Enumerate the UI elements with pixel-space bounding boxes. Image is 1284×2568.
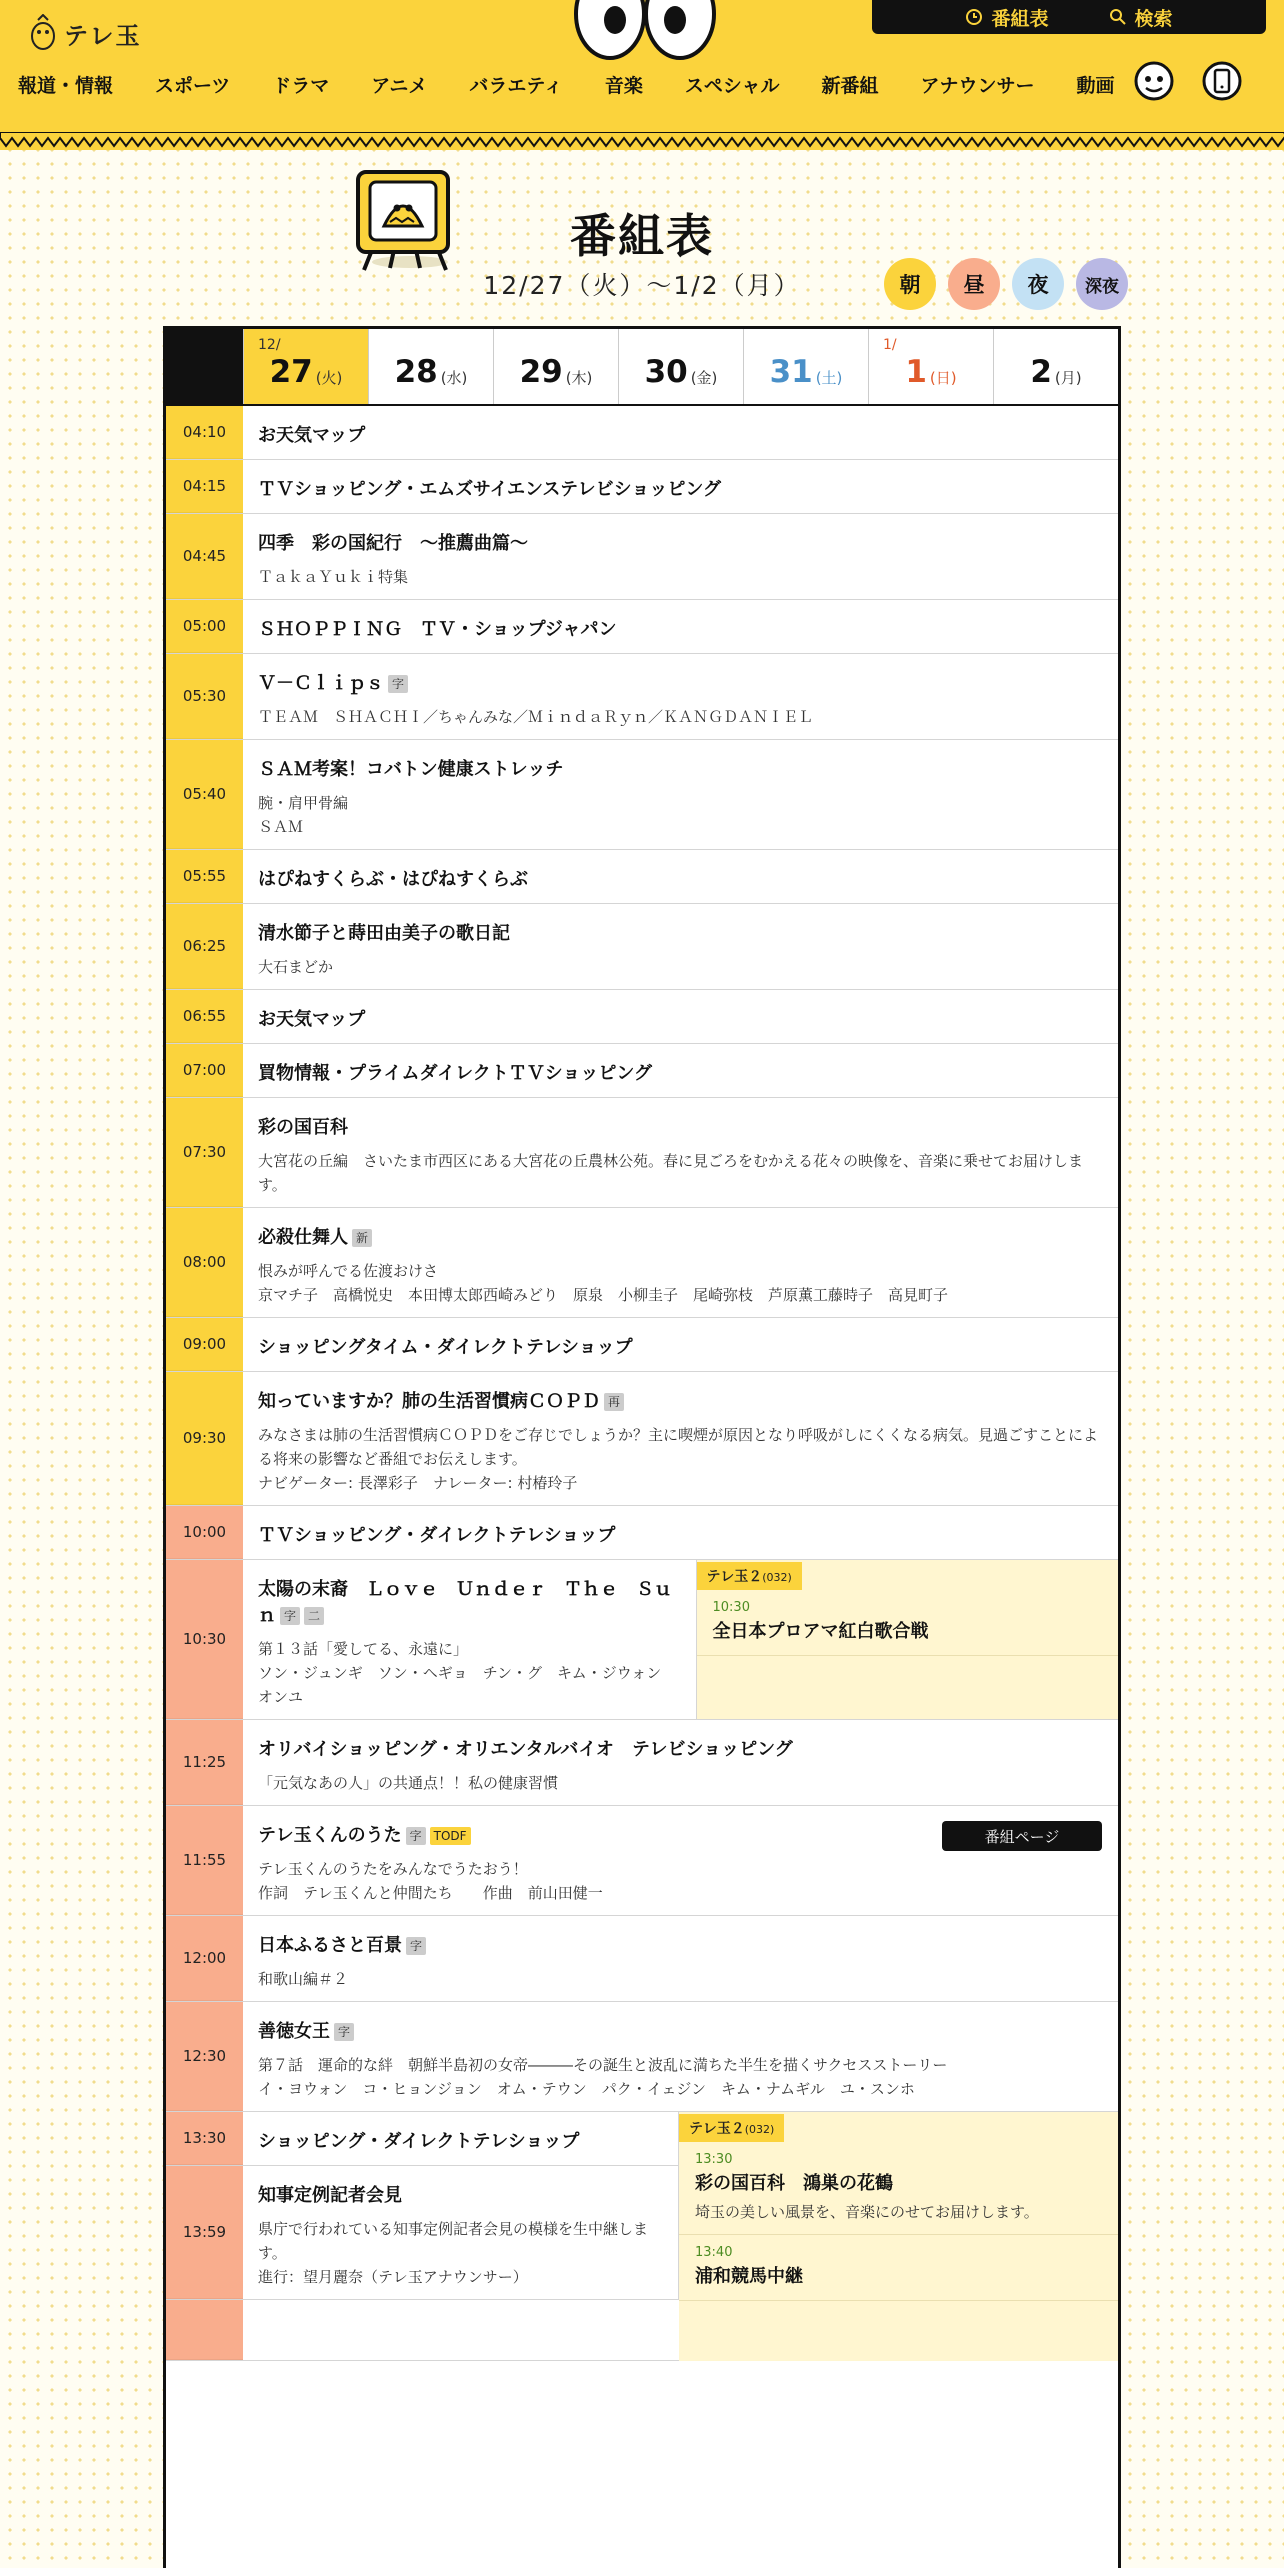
program-row[interactable]: [166, 600, 1118, 654]
site-logo[interactable]: [30, 14, 142, 52]
program-title-text: ＴＶショッピング・エムズサイエンステレビショッピング: [258, 479, 721, 500]
date-tab-1[interactable]: [368, 329, 493, 404]
program-row[interactable]: [166, 1916, 1118, 2002]
program-title-text: テレ玉くんのうた: [258, 1825, 402, 1846]
program-cell[interactable]: [243, 406, 1118, 459]
program-title-text: お天気マップ: [258, 1009, 366, 1030]
time-jump-2[interactable]: 夜: [1012, 258, 1064, 310]
tele2-channel: (032): [744, 2123, 775, 2136]
nav-icon-group: [1132, 54, 1244, 104]
date-tab-day: 28: [394, 354, 438, 390]
terebi-mascot-icon: [30, 14, 56, 52]
date-tab-weekday: (日): [929, 369, 957, 387]
date-tab-day: 30: [644, 354, 688, 390]
utility-bar: [872, 0, 1266, 34]
program-time: 05:40: [166, 740, 243, 849]
tele2-program[interactable]: [679, 2142, 1118, 2235]
program-row[interactable]: [166, 2002, 1118, 2112]
program-time: 06:25: [166, 904, 243, 989]
program-row[interactable]: [166, 1318, 1118, 1372]
program-time: 09:00: [166, 1318, 243, 1371]
program-cell[interactable]: [243, 850, 1118, 903]
program-title-text: 太陽の末裔 Ｌｏｖｅ Ｕｎｄｅｒ Ｔｈｅ Ｓｕｎ: [258, 1579, 672, 1626]
date-tab-weekday: (月): [1054, 369, 1082, 387]
program-time: 10:30: [166, 1560, 243, 1719]
program-title: [258, 867, 1102, 893]
search-link-label: 検索: [1134, 7, 1173, 30]
nav-item-6[interactable]: スペシャル: [684, 74, 780, 97]
program-desc: みなさまは肺の生活習慣病ＣＯＰＤをご存じでしょうか？主に喫煙が原因となり呼吸がしにくくなる病気。見過ごすことによる将来の影響など番組でお伝えします。 ナビゲーター: 長澤彩子 ナレーター: 村椿玲子: [258, 1426, 1099, 1492]
program-time: 09:30: [166, 1372, 243, 1505]
program-row[interactable]: [166, 2112, 679, 2166]
program-row[interactable]: [166, 1560, 1118, 1720]
nav-item-3[interactable]: アニメ: [371, 74, 428, 97]
date-tab-weekday: (金): [690, 369, 718, 387]
program-cell[interactable]: [243, 514, 1118, 599]
program-flag-badge: 字: [406, 1937, 426, 1955]
program-row[interactable]: [166, 460, 1118, 514]
logo-text: テレ玉: [64, 21, 142, 50]
date-tab-day: 2: [1030, 354, 1052, 390]
program-time: 07:00: [166, 1044, 243, 1097]
program-title-text: オリバイショッピング・オリエンタルバイオ テレビショッピング: [258, 1739, 793, 1760]
nav-item-4[interactable]: バラエティ: [469, 74, 563, 97]
program-desc: ＴａｋａＹｕｋｉ特集: [258, 568, 409, 586]
program-title: [258, 1225, 1102, 1251]
program-desc: 大石まどか: [258, 958, 334, 976]
date-tab-6[interactable]: [993, 329, 1118, 404]
program-list: [166, 406, 1118, 2361]
program-desc: 恨みが呼んでる佐渡おけさ 京マチ子 高橋悦史 本田博太郎西崎みどり 原泉 小柳圭子 尾崎弥枝 芦原薫工藤時子 高見町子: [258, 1262, 949, 1304]
program-row[interactable]: [166, 904, 1118, 990]
nav-item-8[interactable]: アナウンサー: [920, 74, 1035, 97]
program-row[interactable]: [166, 1208, 1118, 1318]
program-title: [258, 2183, 662, 2209]
program-cell[interactable]: [243, 1318, 1118, 1371]
program-title-text: ＳＡＭ考案！コバトン健康ストレッチ: [258, 759, 564, 780]
program-row[interactable]: [166, 514, 1118, 600]
tele2-header: [679, 2114, 784, 2142]
date-tab-3[interactable]: [618, 329, 743, 404]
program-title-text: ショッピングタイム・ダイレクトテレショップ: [258, 1337, 633, 1358]
date-tab-day: 1: [905, 354, 927, 390]
program-title-text: 善徳女王: [258, 2021, 330, 2042]
program-title: [258, 1577, 680, 1629]
program-title: [258, 1523, 1102, 1549]
tele2-program[interactable]: [679, 2235, 1118, 2301]
program-title: [258, 617, 1102, 643]
teretama-app-icon[interactable]: [1200, 54, 1244, 104]
program-cell[interactable]: [243, 600, 1118, 653]
program-title-text: 清水節子と蒔田由美子の歌日記: [258, 923, 510, 944]
tele2-program-title: 彩の国百科 鴻巣の花鶴: [695, 2173, 893, 2194]
schedule-link-label: 番組表: [991, 7, 1049, 30]
date-tab-weekday: (木): [565, 369, 593, 387]
time-jump-3[interactable]: 深夜: [1076, 258, 1128, 310]
program-flag-badge: 字: [334, 2023, 354, 2041]
program-cell[interactable]: [243, 1372, 1118, 1505]
program-time: 07:30: [166, 1098, 243, 1207]
program-flag-badge: 字: [388, 675, 408, 693]
program-time: 11:25: [166, 1720, 243, 1805]
header-zigzag-edge: [0, 132, 1284, 154]
program-time: 13:59: [166, 2166, 243, 2299]
program-title: [258, 1737, 1102, 1763]
program-cell[interactable]: [243, 1720, 1118, 1805]
time-jump-0[interactable]: 朝: [884, 258, 936, 310]
program-row[interactable]: [166, 2166, 679, 2300]
program-cell[interactable]: [243, 1044, 1118, 1097]
tele2-header: [697, 1562, 802, 1590]
program-time: 04:10: [166, 406, 243, 459]
date-tab-day: 29: [519, 354, 563, 390]
program-page-button[interactable]: 番組ページ: [942, 1821, 1102, 1851]
date-range: 12/27（火）〜1/2（月）: [483, 271, 801, 300]
program-desc: ＴＥＡＭ ＳＨＡＣＨＩ／ちゃんみな／ＭｉｎｄａＲｙｎ／ＫＡＮＧＤＡＮＩＥＬ: [258, 708, 814, 726]
program-title-text: ＳＨＯＰＰＩＮＧ ＴＶ・ショップジャパン: [258, 619, 617, 640]
program-desc: 第７話 運命的な絆 朝鮮半島初の女帝―――その誕生と波乱に満ちた半生を描くサクセスストーリー イ・ヨウォン コ・ヒョンジョン オム・テウン パク・イェジン キム・ナムギル ユ・スンホ: [258, 2056, 948, 2098]
nav-item-1[interactable]: スポーツ: [155, 74, 231, 97]
program-title-text: 四季 彩の国紀行 ～推薦曲篇～: [258, 533, 528, 554]
program-cell[interactable]: [243, 654, 1118, 739]
program-row[interactable]: [166, 740, 1118, 850]
tele2-program-time: 10:30: [712, 1600, 750, 1615]
date-tab-5[interactable]: [868, 329, 993, 404]
program-cell[interactable]: [243, 904, 1118, 989]
program-row[interactable]: [166, 850, 1118, 904]
tele2-program-time: 13:30: [695, 2152, 733, 2167]
program-title-text: ＴＶショッピング・ダイレクトテレショップ: [258, 1525, 616, 1546]
date-tab-4[interactable]: [743, 329, 868, 404]
program-cell[interactable]: [243, 1916, 1118, 2001]
program-row[interactable]: [166, 406, 1118, 460]
date-tab-day: 27: [269, 354, 313, 390]
program-row[interactable]: [166, 1044, 1118, 1098]
program-title: [258, 1115, 1102, 1141]
program-row[interactable]: [166, 1098, 1118, 1208]
program-title: [258, 1389, 1102, 1415]
program-time: 08:00: [166, 1208, 243, 1317]
grid-corner: [166, 329, 243, 404]
program-time: 04:15: [166, 460, 243, 513]
tele2-program-time: 13:40: [695, 2245, 733, 2260]
program-title: [258, 921, 1102, 947]
program-desc: 「元気なあの人」の共通点！！私の健康習慣: [258, 1774, 559, 1792]
program-cell[interactable]: [243, 1560, 697, 1719]
program-time: 12:30: [166, 2002, 243, 2111]
tele2-program-desc: 埼玉の美しい風景を、音楽にのせてお届けします。: [695, 2203, 1039, 2221]
program-title: [258, 477, 1102, 503]
program-title-text: 買物情報・プライムダイレクトＴＶショッピング: [258, 1063, 653, 1084]
nav-item-5[interactable]: 音楽: [604, 74, 643, 97]
nav-item-9[interactable]: 動画: [1076, 74, 1115, 97]
date-tab-month: 1/: [883, 337, 897, 353]
tele2-name: テレ玉２: [706, 1569, 763, 1585]
program-cell[interactable]: [243, 2112, 679, 2165]
program-desc: 腕・肩甲骨編 ＳＡＭ: [258, 794, 349, 836]
tele2-program-title: 全日本プロアマ紅白歌合戦: [712, 1621, 929, 1642]
program-flag-badge: 字: [280, 1607, 300, 1625]
program-title-text: ショッピング・ダイレクトテレショップ: [258, 2131, 580, 2152]
program-cell[interactable]: [243, 1506, 1118, 1559]
date-tab-weekday: (水): [440, 369, 468, 387]
program-title-text: Ｖ－Ｃｌｉｐｓ: [258, 673, 384, 694]
date-tab-weekday: (土): [815, 369, 843, 387]
program-title-text: 彩の国百科: [258, 1117, 348, 1138]
program-row[interactable]: [166, 1372, 1118, 1506]
program-row[interactable]: [166, 654, 1118, 740]
program-row: [166, 2300, 679, 2361]
date-tab-day: 31: [769, 354, 813, 390]
program-time: 12:00: [166, 1916, 243, 2001]
program-title: [258, 2129, 662, 2155]
program-time: 11:55: [166, 1806, 243, 1915]
program-time: 05:00: [166, 600, 243, 653]
program-split: [243, 1560, 1118, 1719]
nav-item-0[interactable]: 報道・情報: [18, 74, 114, 97]
program-title: [258, 2019, 1102, 2045]
program-title: [258, 757, 1102, 783]
page-title: 番組表: [570, 209, 714, 263]
tele2-column: [679, 2112, 1118, 2361]
search-icon: [1109, 8, 1127, 26]
program-split-left: [166, 2112, 679, 2361]
program-grid: [163, 326, 1121, 2568]
program-title: [258, 531, 1102, 557]
mascot-eyes-icon: [565, 0, 725, 62]
program-split-block: [166, 2112, 1118, 2361]
program-desc: 大宮花の丘編 さいたま市西区にある大宮花の丘農林公苑。春に見ごろをむかえる花々の映像を、音楽に乗せてお届けします。: [258, 1152, 1084, 1194]
nav-item-7[interactable]: 新番組: [821, 74, 879, 97]
program-row[interactable]: [166, 990, 1118, 1044]
program-title: [258, 1061, 1102, 1087]
program-title: [258, 671, 1102, 697]
program-time: 06:55: [166, 990, 243, 1043]
program-title-text: はぴねすくらぶ・はぴねすくらぶ: [258, 869, 528, 890]
program-cell[interactable]: [243, 2002, 1118, 2111]
tele2-program-title: 浦和競馬中継: [695, 2266, 803, 2287]
date-tab-0[interactable]: [243, 329, 368, 404]
clock-icon: [965, 8, 983, 26]
program-cell[interactable]: [243, 2166, 679, 2299]
search-link[interactable]: [1109, 4, 1173, 31]
tele2-program[interactable]: [697, 1590, 1119, 1656]
date-tab-weekday: (火): [315, 369, 343, 387]
program-title-text: お天気マップ: [258, 425, 366, 446]
time-jump-1[interactable]: 昼: [948, 258, 1000, 310]
date-tab-2[interactable]: [493, 329, 618, 404]
program-row[interactable]: [166, 1806, 1118, 1916]
program-title: [258, 1933, 1102, 1959]
tele2-name: テレ玉２: [689, 2121, 745, 2137]
program-desc: 第１３話「愛してる、永遠に」 ソン・ジュンギ ソン・ヘギョ チン・グ キム・ジウォン オンユ: [258, 1640, 662, 1706]
program-title: [258, 423, 1102, 449]
program-title: [258, 1335, 1102, 1361]
program-time: 05:55: [166, 850, 243, 903]
schedule-link[interactable]: [965, 4, 1048, 31]
tele2-channel: (032): [762, 1571, 792, 1584]
main-nav: [18, 66, 1157, 102]
program-time: 13:30: [166, 2112, 243, 2165]
program-desc: 和歌山編＃２: [258, 1970, 349, 1988]
program-time: 05:30: [166, 654, 243, 739]
program-time: 04:45: [166, 514, 243, 599]
teretama-kun-icon[interactable]: [1132, 54, 1176, 104]
program-title: [258, 1007, 1102, 1033]
date-row: [166, 329, 1118, 406]
program-cell[interactable]: [243, 460, 1118, 513]
time-of-day-jump: [884, 258, 1128, 310]
program-title-text: 日本ふるさと百景: [258, 1935, 402, 1956]
program-flag-badge: 字: [406, 1827, 426, 1845]
program-cell[interactable]: [243, 740, 1118, 849]
program-flag-badge: 再: [604, 1393, 624, 1411]
program-cell[interactable]: [243, 1806, 1118, 1915]
program-row[interactable]: [166, 1506, 1118, 1560]
program-cell[interactable]: [243, 990, 1118, 1043]
program-desc: テレ玉くんのうたをみんなでうたおう！ 作詞 テレ玉くんと仲間たち 作曲 前山田健一: [258, 1860, 603, 1902]
program-row[interactable]: [166, 1720, 1118, 1806]
program-desc: 県庁で行われている知事定例記者会見の模様を生中継します。 進行：望月麗奈（テレ玉アナウンサー）: [258, 2220, 649, 2286]
program-time: 10:00: [166, 1506, 243, 1559]
program-title-text: 必殺仕舞人: [258, 1227, 348, 1248]
tele2-column: [697, 1560, 1119, 1719]
date-tab-month: 12/: [258, 337, 281, 353]
program-title-text: 知事定例記者会見: [258, 2185, 402, 2206]
program-flag-badge: 新: [352, 1229, 372, 1247]
program-time: [166, 2300, 243, 2360]
nav-item-2[interactable]: ドラマ: [272, 74, 330, 97]
program-flag-badge: 二: [304, 1607, 324, 1625]
program-title-text: 知っていますか？肺の生活習慣病ＣＯＰＤ: [258, 1391, 600, 1412]
program-cell[interactable]: [243, 1208, 1118, 1317]
program-cell[interactable]: [243, 1098, 1118, 1207]
program-flag-badge: TODF: [430, 1827, 471, 1845]
